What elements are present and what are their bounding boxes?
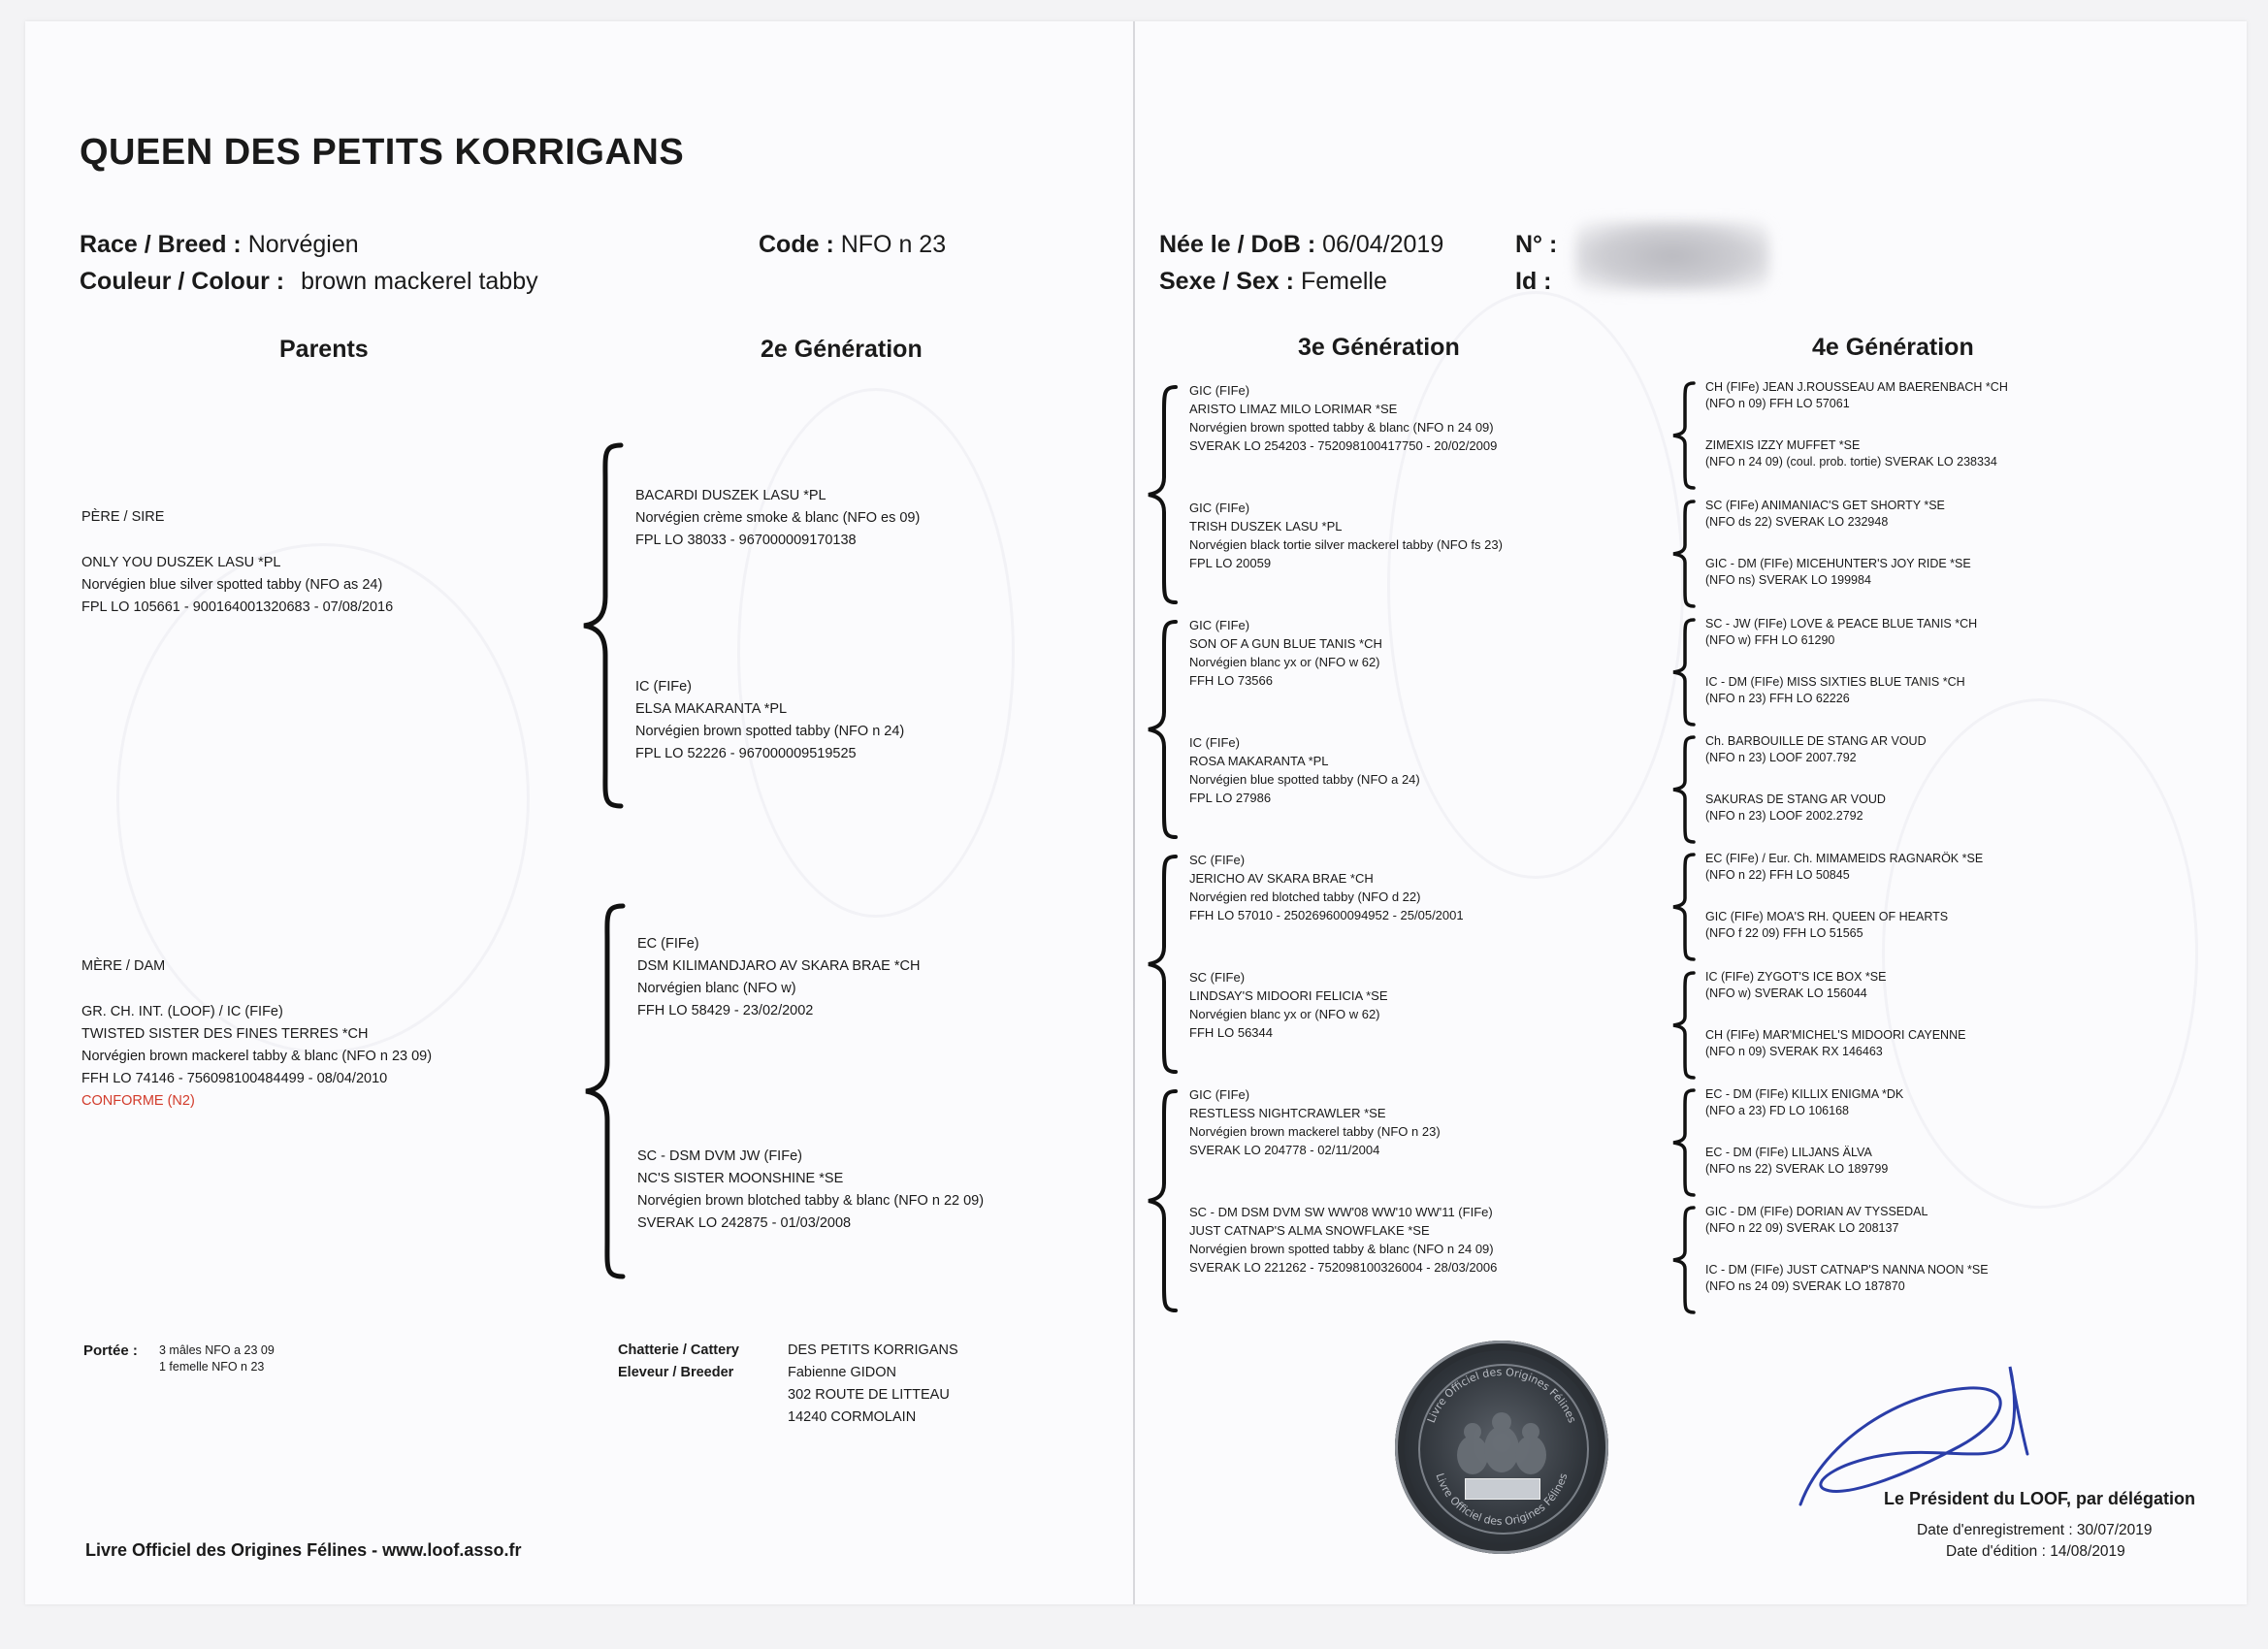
gen2-colour: Norvégien brown spotted tabby (NFO n 24) bbox=[635, 724, 905, 739]
gen2-title: SC - DSM DVM JW (FIFe) bbox=[637, 1148, 802, 1164]
gen3-entry: SC (FIFe) LINDSAY'S MIDOORI FELICIA *SE Norvégien blanc yx or (NFO w 62) FFH LO 56344 bbox=[1189, 970, 1388, 1040]
gen3-entry: GIC (FIFe) SON OF A GUN BLUE TANIS *CH Norvégien blanc yx or (NFO w 62) FFH LO 73566 bbox=[1189, 618, 1382, 688]
colour-row bbox=[80, 268, 538, 296]
gen4-entry: IC - DM (FIFe) JUST CATNAP'S NANNA NOON *SE (NFO ns 24 09) SVERAK LO 187870 bbox=[1705, 1263, 1989, 1293]
gen2-registration: FPL LO 38033 - 967000009170138 bbox=[635, 533, 857, 548]
breeder-city: 14240 CORMOLAIN bbox=[788, 1409, 917, 1425]
gen3-entry: GIC (FIFe) ARISTO LIMAZ MILO LORIMAR *SE Norvégien brown spotted tabby & blanc (NFO n 24 09) SVERAK LO 254203 - 752098100417750 - 20/02/2009 bbox=[1189, 383, 1498, 453]
column-gen2: 2e Génération bbox=[761, 336, 923, 363]
code-value: NFO n 23 bbox=[840, 231, 947, 258]
svg-text:Livre Officiel des Origines Fé: Livre Officiel des Origines Félines bbox=[1424, 1365, 1579, 1425]
gen2-registration: SVERAK LO 242875 - 01/03/2008 bbox=[637, 1215, 852, 1231]
watermark-shape bbox=[116, 543, 530, 1053]
gen4-entry: EC - DM (FIFe) LILJANS ÄLVA (NFO ns 22) SVERAK LO 189799 bbox=[1705, 1146, 1889, 1176]
sire-details bbox=[81, 552, 393, 619]
number-label: N° : bbox=[1515, 231, 1558, 258]
dam-name: TWISTED SISTER DES FINES TERRES *CH bbox=[81, 1026, 369, 1042]
gen2-name: NC'S SISTER MOONSHINE *SE bbox=[637, 1171, 844, 1186]
dam-heading: MÈRE / DAM bbox=[81, 958, 166, 974]
cattery-name: DES PETITS KORRIGANS bbox=[788, 1342, 958, 1358]
gen4-brace bbox=[1669, 380, 1698, 491]
cattery-label: Chatterie / Cattery bbox=[618, 1342, 739, 1358]
gen2-name: BACARDI DUSZEK LASU *PL bbox=[635, 488, 826, 503]
column-parents: Parents bbox=[279, 336, 369, 363]
sex-row bbox=[1159, 268, 1387, 296]
code-label: Code : bbox=[759, 231, 834, 258]
column-gen4: 4e Génération bbox=[1812, 334, 1974, 361]
gen2-colour: Norvégien blanc (NFO w) bbox=[637, 981, 796, 996]
gen3-entry: GIC (FIFe) RESTLESS NIGHTCRAWLER *SE Norvégien brown mackerel tabby (NFO n 23) SVERAK LO 204778 - 02/11/2004 bbox=[1189, 1087, 1441, 1157]
gen4-brace bbox=[1669, 1205, 1698, 1315]
gen4-entry: SC - JW (FIFe) LOVE & PEACE BLUE TANIS *CH (NFO w) FFH LO 61290 bbox=[1705, 617, 1978, 647]
code-row bbox=[759, 231, 946, 259]
president-caption: Le Président du LOOF, par délégation bbox=[1884, 1489, 2196, 1508]
dam-registration: FFH LO 74146 - 756098100484499 - 08/04/2010 bbox=[81, 1071, 388, 1086]
gen4-brace bbox=[1669, 734, 1698, 845]
gen2-entry bbox=[637, 933, 920, 1022]
gen4-entry: GIC (FIFe) MOA'S RH. QUEEN OF HEARTS (NFO f 22 09) FFH LO 51565 bbox=[1705, 910, 1949, 940]
sex-label: Sexe / Sex : bbox=[1159, 268, 1294, 295]
gen2-title: EC (FIFe) bbox=[637, 936, 699, 952]
breed-value: Norvégien bbox=[247, 231, 359, 258]
gen4-entry: SAKURAS DE STANG AR VOUD (NFO n 23) LOOF 2002.2792 bbox=[1705, 792, 1886, 823]
page-fold bbox=[1133, 21, 1135, 1604]
breeder-address: 302 ROUTE DE LITTEAU bbox=[788, 1387, 950, 1403]
id-label: Id : bbox=[1515, 268, 1552, 295]
gen4-entry: CH (FIFe) JEAN J.ROUSSEAU AM BAERENBACH *CH (NFO n 09) FFH LO 57061 bbox=[1705, 380, 2008, 410]
breeder-label: Eleveur / Breeder bbox=[618, 1365, 734, 1380]
gen3-entry: IC (FIFe) ROSA MAKARANTA *PL Norvégien blue spotted tabby (NFO a 24) FPL LO 27986 bbox=[1189, 735, 1420, 805]
gen3-brace bbox=[1143, 619, 1182, 840]
dam-details bbox=[81, 1001, 432, 1113]
dob-value: 06/04/2019 bbox=[1322, 231, 1444, 258]
sex-value: Femelle bbox=[1300, 268, 1387, 295]
gen4-entry: EC - DM (FIFe) KILLIX ENIGMA *DK (NFO a 23) FD LO 106168 bbox=[1705, 1087, 1904, 1117]
svg-text:Livre Officiel des Origines Fé: Livre Officiel des Origines Félines bbox=[1433, 1471, 1571, 1529]
dam-colour: Norvégien brown mackerel tabby & blanc (NFO n 23 09) bbox=[81, 1049, 433, 1064]
cattery-labels bbox=[618, 1340, 739, 1384]
gen3-brace bbox=[1143, 1088, 1182, 1313]
gen4-brace bbox=[1669, 852, 1698, 962]
dob-row bbox=[1159, 231, 1443, 259]
breed-row bbox=[80, 231, 359, 259]
sire-colour: Norvégien blue silver spotted tabby (NFO as 24) bbox=[81, 577, 383, 593]
edition-date: Date d'édition : 14/08/2019 bbox=[1946, 1543, 2125, 1560]
gen2-name: DSM KILIMANDJARO AV SKARA BRAE *CH bbox=[637, 958, 921, 974]
gen2-entry bbox=[635, 485, 920, 552]
watermark-shape bbox=[737, 388, 1015, 918]
gen2-entry bbox=[635, 676, 904, 765]
sire-registration: FPL LO 105661 - 900164001320683 - 07/08/2016 bbox=[81, 599, 394, 615]
gen2-registration: FFH LO 58429 - 23/02/2002 bbox=[637, 1003, 814, 1018]
litter-females: 1 femelle NFO n 23 bbox=[159, 1360, 265, 1374]
breeder-name: Fabienne GIDON bbox=[788, 1365, 897, 1380]
colour-value: brown mackerel tabby bbox=[301, 268, 538, 295]
dam-status: CONFORME (N2) bbox=[81, 1093, 195, 1109]
gen4-entry: ZIMEXIS IZZY MUFFET *SE (NFO n 24 09) (coul. prob. tortie) SVERAK LO 238334 bbox=[1705, 438, 1997, 469]
cat-name-title: QUEEN DES PETITS KORRIGANS bbox=[80, 132, 685, 173]
gen4-entry: IC (FIFe) ZYGOT'S ICE BOX *SE (NFO w) SVERAK LO 156044 bbox=[1705, 970, 1887, 1000]
gen4-entry: EC (FIFe) / Eur. Ch. MIMAMEIDS RAGNARÖK *SE (NFO n 22) FFH LO 50845 bbox=[1705, 852, 1984, 882]
litter-males: 3 mâles NFO a 23 09 bbox=[159, 1343, 275, 1357]
gen3-entry: SC - DM DSM DVM SW WW'08 WW'10 WW'11 (FIFe) JUST CATNAP'S ALMA SNOWFLAKE *SE Norvégien brown spotted tabby & blanc (NFO n 24 09) SVERAK LO 221262 - 752098100326004 - 28/03/2006 bbox=[1189, 1205, 1498, 1275]
gen4-entry: IC - DM (FIFe) MISS SIXTIES BLUE TANIS *CH (NFO n 23) FFH LO 62226 bbox=[1705, 675, 1965, 705]
gen2-colour: Norvégien crème smoke & blanc (NFO es 09) bbox=[635, 510, 921, 526]
gen3-brace bbox=[1143, 854, 1182, 1075]
watermark-shape bbox=[1387, 291, 1684, 879]
gen2-name: ELSA MAKARANTA *PL bbox=[635, 701, 788, 717]
gen4-entry: Ch. BARBOUILLE DE STANG AR VOUD (NFO n 23) LOOF 2007.792 bbox=[1705, 734, 1927, 764]
gen3-entry: GIC (FIFe) TRISH DUSZEK LASU *PL Norvégien black tortie silver mackerel tabby (NFO fs 23) FPL LO 20059 bbox=[1189, 501, 1503, 570]
registration-date: Date d'enregistrement : 30/07/2019 bbox=[1917, 1522, 2153, 1538]
sire-name: ONLY YOU DUSZEK LASU *PL bbox=[81, 555, 281, 570]
gen2-sire-brace bbox=[578, 441, 627, 810]
breed-label: Race / Breed : bbox=[80, 231, 242, 258]
litter-label: Portée : bbox=[83, 1342, 138, 1359]
litter-details bbox=[159, 1342, 275, 1375]
gen2-registration: FPL LO 52226 - 967000009519525 bbox=[635, 746, 857, 761]
gen2-title: IC (FIFe) bbox=[635, 679, 692, 695]
loof-footer: Livre Officiel des Origines Félines - www.loof.asso.fr bbox=[85, 1540, 522, 1560]
redacted-number bbox=[1575, 221, 1769, 291]
gen4-brace bbox=[1669, 970, 1698, 1081]
sire-heading: PÈRE / SIRE bbox=[81, 509, 165, 525]
gen4-entry: GIC - DM (FIFe) MICEHUNTER'S JOY RIDE *SE (NFO ns) SVERAK LO 199984 bbox=[1705, 557, 1971, 587]
gen4-entry: SC (FIFe) ANIMANIAC'S GET SHORTY *SE (NFO ds 22) SVERAK LO 232948 bbox=[1705, 499, 1945, 529]
dob-label: Née le / DoB : bbox=[1159, 231, 1316, 258]
gen4-entry: CH (FIFe) MAR'MICHEL'S MIDOORI CAYENNE (NFO n 09) SVERAK RX 146463 bbox=[1705, 1028, 1966, 1058]
gen2-entry bbox=[637, 1146, 984, 1235]
colour-label: Couleur / Colour : bbox=[80, 268, 285, 295]
gen4-brace bbox=[1669, 499, 1698, 609]
column-gen3: 3e Génération bbox=[1298, 334, 1460, 361]
gen4-brace bbox=[1669, 1087, 1698, 1198]
watermark-shape bbox=[1882, 698, 2198, 1209]
gen2-dam-brace bbox=[580, 902, 629, 1280]
gen3-entry: SC (FIFe) JERICHO AV SKARA BRAE *CH Norvégien red blotched tabby (NFO d 22) FFH LO 57010 - 250269600094952 - 25/05/2001 bbox=[1189, 853, 1464, 922]
cattery-details bbox=[788, 1340, 958, 1429]
dam-title: GR. CH. INT. (LOOF) / IC (FIFe) bbox=[81, 1004, 283, 1019]
gen3-brace bbox=[1143, 384, 1182, 605]
gen2-colour: Norvégien brown blotched tabby & blanc (NFO n 22 09) bbox=[637, 1193, 985, 1209]
gen4-brace bbox=[1669, 617, 1698, 728]
loof-seal-icon bbox=[1395, 1341, 1608, 1554]
gen4-entry: GIC - DM (FIFe) DORIAN AV TYSSEDAL (NFO n 22 09) SVERAK LO 208137 bbox=[1705, 1205, 1928, 1235]
